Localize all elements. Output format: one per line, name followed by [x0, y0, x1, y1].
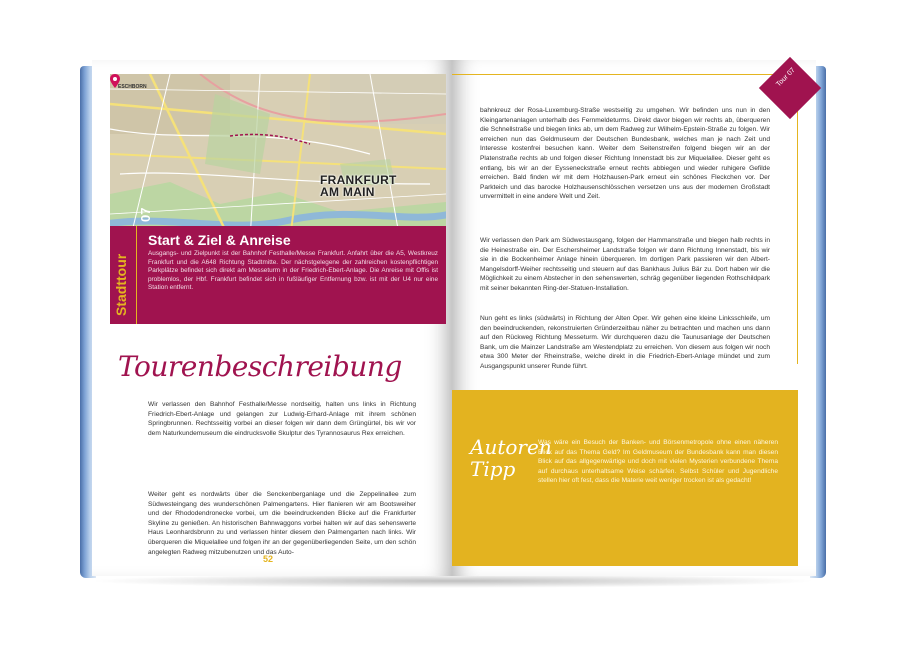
map-graphic — [110, 74, 446, 240]
map-tour-number: 07 — [138, 207, 153, 222]
left-page — [92, 60, 452, 576]
stadttour-label: Stadttour — [113, 253, 129, 316]
tour-badge-label: Tour 07 — [775, 66, 797, 89]
map-corner-label: ESCHBORN — [118, 84, 147, 90]
page-number: 52 — [263, 554, 274, 564]
map-city-line2: AM MAIN — [320, 185, 375, 199]
frame-line-right — [797, 74, 798, 364]
book-shadow — [88, 574, 818, 588]
stadttour-tab — [110, 226, 137, 324]
author-tip-text: Was wäre ein Besuch der Banken- und Börsenmetropole ohne einen näheren Blick auf das Thema Geld? Im Geldmuseum der Bundesbank kann man diesen Blick auf das allgegenwärtige und doch mit vielen Mysterien verbundene Thema auf durchaus unterhaltsame Weise schärfen. Selbst Schüler und Jugendliche stellen hier oft fest, dass die Materie weit weniger trocken ist als gedacht! — [538, 439, 778, 485]
map-city-label — [320, 174, 397, 198]
section-title: Tourenbeschreibung — [118, 350, 402, 383]
frame-line-top — [452, 74, 798, 75]
map-pin-icon — [110, 74, 120, 88]
start-box-title: Start & Ziel & Anreise — [148, 232, 291, 248]
author-tip-title-line1: Autoren — [470, 435, 552, 459]
map-city-line1: FRANKFURT — [320, 173, 397, 187]
start-box-text: Ausgangs- und Zielpunkt ist der Bahnhof Festhalle/Messe Frankfurt. Anfahrt über die A5, Westkreuz Frankfurt und die A648 Richtung Stadtmitte. Der nächstgelegene der zahlreichen kostenpflichtigen Parkplätze befindet sich direkt am Messeturm in der Friedrich-Ebert-Anlage. Die Anreise mit Offis ist problemlos, der Hbf. Frankfurt befindet sich in fußläufiger Entfernung bzw. ist mit der U4 nur eine Station entfernt. — [148, 250, 438, 292]
city-map — [110, 74, 446, 240]
start-info-box — [110, 226, 446, 324]
right-paragraph-3: Nun geht es links (südwärts) in Richtung der Alten Oper. Wir gehen eine kleine Linksschleife, um den beeindruckenden, rekonstruierten Gründerzeitbau näher zu betrachten und machen uns dann auf den Rückweg Richtung Messeturm. Wir durchqueren dazu die Taunusanlage der Deutschen Bank, um die Mainzer Landstraße am Westendplatz zu erreichen. Von diesem aus folgen wir noch etwa 300 Meter der Rheinstraße, welche direkt in die Friedrich-Ebert-Anlage mündet und zum Ausgangspunkt unserer Runde führt. — [480, 315, 770, 370]
right-paragraph-1: bahnkreuz der Rosa-Luxemburg-Straße westseitig zu umgehen. Wir befinden uns nun in den Kleingartenanlagen unterhalb des Fernmeldeturms. Direkt davor biegen wir rechts ab, überqueren die Schnellstraße und biegen links ab, um dem Radweg zur Wilhelm-Epstein-Straße zu folgen. Wir erreichen nun das Geldmuseum der Deutschen Bundesbank, welches man je nach Zeit und Interesse kostenfrei besuchen kann. Weiter dem Seitenstreifen folgend biegen wir an der Platenstraße rechts ab und folgen dieser Richtung Innenstadt bis zur Miquelallee. Dieser geht es entlang, bis wir an der Eysseneckstraße erneut rechts abbiegen und wieder ruhigere Gefilde erreichen. Bald finden wir mit dem Holzhausen-Park erneut ein schönes Fleckchen vor. Der Parkteich und das barocke Holzhausenschlösschen versetzen uns aus der modernen Großstadt unvermittelt in eine andere Welt und Zeit. — [480, 107, 770, 201]
left-paragraph-1: Wir verlassen den Bahnhof Festhalle/Messe nordseitig, halten uns links in Richtung Friedrich-Ebert-Anlage und gelangen zur Ludwig-Erhard-Anlage mit ihrem schönen Springbrunnen. Rechtsseitig vorbei an dieser folgen wir dann dem Grüngürtel, bis wir vor dem Naturkundemuseum die eindrucksvolle Skulptur des Tyrannosaurus Rex erreichen. — [148, 401, 416, 437]
author-tip-title-line2: Tipp — [470, 457, 516, 481]
author-tip-box — [452, 390, 798, 566]
right-page — [452, 60, 816, 576]
right-paragraph-2: Wir verlassen den Park am Südwestausgang, folgen der Hammanstraße und biegen halb rechts in die Heinestraße ein. Der Eschersheimer Landstraße folgen wir dann Richtung Innenstadt, bis wir sie in die Bockenheimer Anlage hinein überqueren. Im dortigen Park passieren wir den Albert-Mangelsdorff-Weiher rechtsseitig und steuern auf das Bankhaus Julius Bär zu. Dort haben wir die Möglichkeit zu einem Abstecher in den sehenswerten, schräg gegenüber liegenden Rothschildpark mit seiner bekannten Ring-der-Statuen-Installation. — [480, 237, 770, 292]
left-paragraph-2: Weiter geht es nordwärts über die Senckenberganlage und die Zeppelinallee zum Südwesteingang des wunderschönen Palmengartens. Hier flanieren wir am Bootsweiher und der Rhododendronecke vorbei, um die beeindruckenden Blicke auf die Frankfurter Skyline zu genießen. An historischen Bahnwaggons vorbei halten wir auf das sehenswerte Haus Leonhardsbrunn zu und verlassen hinter diesem den Palmengarten nach links. Wir überqueren die Miquelallee und folgen ihr an der gegenüberliegenden Seite, um den schön angelegten Radweg mitzubenutzen und das Auto- — [148, 491, 416, 556]
